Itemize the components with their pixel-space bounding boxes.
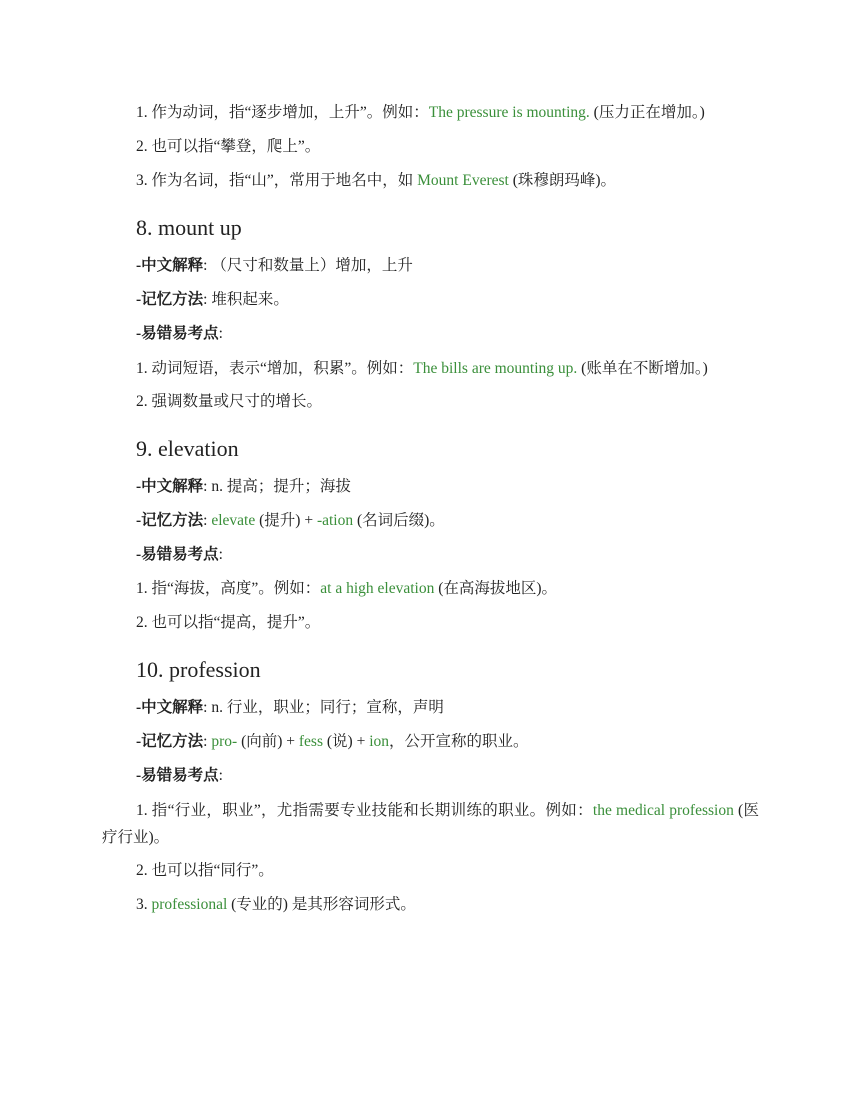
point-item-1	[102, 572, 759, 606]
point-text: 1. 指“行业，职业”，尤指需要专业技能和长期训练的职业。例如：	[136, 802, 593, 819]
root-word: fess	[298, 733, 323, 750]
point-item-1	[102, 355, 759, 382]
meaning-text: : （尺寸和数量上）增加，上升	[203, 257, 413, 274]
points-line	[102, 759, 759, 793]
entry-title-profession: 10. profession	[136, 657, 261, 682]
point-item-2: 2. 也可以指“提高，提升”。	[136, 614, 321, 631]
example-translation: (珠穆朗玛峰)。	[508, 172, 617, 189]
points-colon: :	[218, 325, 223, 342]
entry-title-mount-up: 8. mount up	[136, 215, 242, 240]
point-item-2: 2. 也可以指“同行”。	[136, 862, 274, 879]
suffix-word: ion	[369, 733, 390, 750]
intro-item-3-text: 3. 作为名词，指“山”，常用于地名中，如	[136, 172, 418, 189]
points-line	[102, 317, 759, 351]
memory-gloss: (向前) +	[237, 733, 299, 750]
point-item-2: 2. 强调数量或尺寸的增长。	[136, 393, 323, 410]
meaning-line	[102, 470, 759, 504]
example-en: the medical profession	[592, 802, 734, 819]
point-text: 1. 动词短语，表示“增加，积累”。例如：	[136, 360, 414, 377]
point-text: 1. 指“海拔，高度”。例如：	[136, 580, 321, 597]
meaning-label: -中文解释	[136, 257, 204, 274]
example-translation: (在高海拔地区)。	[434, 580, 558, 597]
example-en: The bills are mounting up.	[413, 360, 578, 377]
points-colon: :	[218, 546, 223, 563]
entry-title-elevation: 9. elevation	[136, 436, 239, 461]
intro-item-3	[102, 164, 759, 198]
intro-item-1-text: 1. 作为动词，指“逐步增加，上升”。例如：	[136, 104, 429, 121]
memory-gloss: (名词后缀)。	[353, 512, 445, 529]
memory-line	[102, 504, 759, 538]
memory-gloss: (说) +	[323, 733, 370, 750]
memory-label: -记忆方法	[136, 733, 204, 750]
memory-text: : 堆积起来。	[203, 291, 289, 308]
example-translation: (压力正在增加。)	[589, 104, 705, 121]
memory-line	[102, 283, 759, 317]
meaning-label: -中文解释	[136, 478, 204, 495]
point-text: (专业的) 是其形容词形式。	[227, 896, 416, 913]
document-page	[102, 96, 759, 922]
memory-label: -记忆方法	[136, 512, 204, 529]
adjective-word: professional	[151, 896, 228, 913]
suffix-word: -ation	[316, 512, 354, 529]
memory-colon: :	[203, 512, 212, 529]
example-translation: (账单在不断增加。)	[577, 360, 708, 377]
example-en: Mount Everest	[417, 172, 509, 189]
points-label: -易错易考点	[136, 767, 219, 784]
point-item-3	[102, 888, 759, 922]
intro-item-1	[102, 96, 759, 130]
meaning-line	[102, 691, 759, 725]
memory-colon: :	[203, 733, 212, 750]
prefix-word: pro-	[211, 733, 238, 750]
meaning-line	[102, 249, 759, 283]
points-label: -易错易考点	[136, 325, 219, 342]
intro-item-2: 2. 也可以指“攀登，爬上”。	[136, 138, 321, 155]
root-word: elevate	[211, 512, 256, 529]
meaning-text: : n. 行业，职业；同行；宣称，声明	[203, 699, 444, 716]
memory-gloss: ，公开宣称的职业。	[389, 733, 529, 750]
points-label: -易错易考点	[136, 546, 219, 563]
memory-line	[102, 725, 759, 759]
meaning-text: : n. 提高；提升；海拔	[203, 478, 351, 495]
memory-label: -记忆方法	[136, 291, 204, 308]
memory-gloss: (提升) +	[255, 512, 317, 529]
example-en: The pressure is mounting.	[428, 104, 590, 121]
points-colon: :	[218, 767, 223, 784]
point-number: 3.	[136, 896, 152, 913]
example-en: at a high elevation	[320, 580, 435, 597]
point-item-1	[102, 797, 759, 851]
meaning-label: -中文解释	[136, 699, 204, 716]
example-translation: (医疗行业)。	[102, 802, 759, 846]
points-line	[102, 538, 759, 572]
